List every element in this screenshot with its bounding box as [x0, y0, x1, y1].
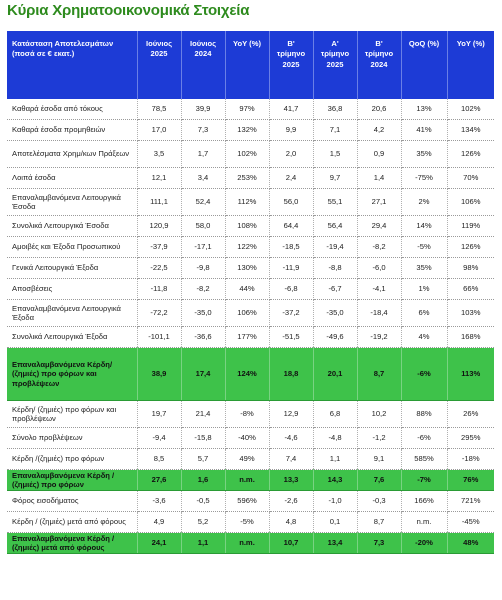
table-cell: 26% — [447, 401, 494, 428]
header-cell: Κατάσταση Αποτελεσμάτων (ποσά σε € εκατ.) — [7, 31, 137, 99]
table-cell: -17,1 — [181, 237, 225, 258]
table-cell: 120,9 — [137, 216, 181, 237]
page-title: Κύρια Χρηματοοικονομικά Στοιχεία — [7, 2, 250, 19]
table-row — [7, 258, 494, 279]
table-cell: -19,4 — [313, 237, 357, 258]
table-cell: 122% — [225, 237, 269, 258]
header-cell: YoY (%) — [447, 31, 494, 99]
table-cell: 41,7 — [269, 99, 313, 120]
table-cell: 113% — [447, 348, 494, 401]
table-cell: -35,0 — [181, 300, 225, 327]
table-cell: -11,9 — [269, 258, 313, 279]
table-cell: 124% — [225, 348, 269, 401]
table-cell: -72,2 — [137, 300, 181, 327]
table-cell: 1% — [401, 279, 447, 300]
table-cell: -3,6 — [137, 491, 181, 512]
table-cell: 27,6 — [137, 470, 181, 491]
header-cell: Β' τρίμηνο 2025 — [269, 31, 313, 99]
table-cell: -19,2 — [357, 327, 401, 348]
table-cell: 27,1 — [357, 189, 401, 216]
table-cell: 24,1 — [137, 533, 181, 554]
table-cell: 4,8 — [269, 512, 313, 533]
table-row — [7, 141, 494, 168]
header-cell: QoQ (%) — [401, 31, 447, 99]
table-cell: 44% — [225, 279, 269, 300]
table-cell: 1,1 — [181, 533, 225, 554]
table-cell: 8,7 — [357, 348, 401, 401]
table-cell: 9,1 — [357, 449, 401, 470]
row-label: Κέρδη / (ζημιές) μετά από φόρους — [7, 512, 137, 533]
table-cell: -6% — [401, 348, 447, 401]
table-cell: -9,8 — [181, 258, 225, 279]
table-cell: 108% — [225, 216, 269, 237]
table-row — [7, 470, 494, 491]
table-cell: 66% — [447, 279, 494, 300]
table-cell: 13,4 — [313, 533, 357, 554]
table-cell: 56,4 — [313, 216, 357, 237]
row-label: Επαναλαμβανόμενα Λειτουργικά Έσοδα — [7, 189, 137, 216]
row-label: Συνολικά Λειτουργικά Έσοδα — [7, 216, 137, 237]
table-row — [7, 449, 494, 470]
table-cell: -45% — [447, 512, 494, 533]
table-cell: 10,7 — [269, 533, 313, 554]
table-cell: 36,8 — [313, 99, 357, 120]
table-cell: 130% — [225, 258, 269, 279]
row-label: Επαναλαμβανόμενα Κέρδη/ (ζημιές) προ φόρων και προβλέψεων — [7, 348, 137, 401]
table-cell: 56,0 — [269, 189, 313, 216]
table-cell: 7,3 — [357, 533, 401, 554]
table-cell: 13% — [401, 99, 447, 120]
table-cell: -5% — [225, 512, 269, 533]
table-cell: -8% — [225, 401, 269, 428]
table-cell: 1,4 — [357, 168, 401, 189]
header-cell: Β' τρίμηνο 2024 — [357, 31, 401, 99]
table-cell: 5,2 — [181, 512, 225, 533]
header-cell: Α' τρίμηνο 2025 — [313, 31, 357, 99]
table-cell: 8,5 — [137, 449, 181, 470]
table-cell: -36,6 — [181, 327, 225, 348]
table-cell: 7,3 — [181, 120, 225, 141]
table-header-row — [7, 31, 494, 99]
table-cell: 102% — [225, 141, 269, 168]
table-cell: -1,2 — [357, 428, 401, 449]
table-cell: 126% — [447, 141, 494, 168]
table-cell: 0,9 — [357, 141, 401, 168]
table-row — [7, 512, 494, 533]
table-cell: 1,7 — [181, 141, 225, 168]
table-cell: 132% — [225, 120, 269, 141]
table-cell: n.m. — [225, 470, 269, 491]
table-cell: n.m. — [401, 512, 447, 533]
table-cell: 78,5 — [137, 99, 181, 120]
table-cell: 49% — [225, 449, 269, 470]
table-cell: -11,8 — [137, 279, 181, 300]
table-cell: 14% — [401, 216, 447, 237]
row-label: Συνολικά Λειτουργικά Έξοδα — [7, 327, 137, 348]
table-cell: 29,4 — [357, 216, 401, 237]
table-row — [7, 327, 494, 348]
table-cell: 2,0 — [269, 141, 313, 168]
row-label: Επαναλαμβανόμενα Κέρδη / (ζημιές) προ φόρων — [7, 470, 137, 491]
header-cell: Ιούνιος 2025 — [137, 31, 181, 99]
table-cell: 12,9 — [269, 401, 313, 428]
table-cell: -35,0 — [313, 300, 357, 327]
row-label: Αμοιβές και Έξοδα Προσωπικού — [7, 237, 137, 258]
table-cell: 17,0 — [137, 120, 181, 141]
table-cell: 168% — [447, 327, 494, 348]
table-cell: 20,6 — [357, 99, 401, 120]
header-cell: Ιούνιος 2024 — [181, 31, 225, 99]
header-cell: YoY (%) — [225, 31, 269, 99]
table-cell: -8,8 — [313, 258, 357, 279]
table-cell: 97% — [225, 99, 269, 120]
table-cell: -5% — [401, 237, 447, 258]
table-cell: -8,2 — [357, 237, 401, 258]
row-label: Φόρος εισοδήματος — [7, 491, 137, 512]
table-row — [7, 99, 494, 120]
table-cell: 585% — [401, 449, 447, 470]
table-cell: -2,6 — [269, 491, 313, 512]
table-cell: 35% — [401, 258, 447, 279]
table-cell: 126% — [447, 237, 494, 258]
table-cell: 4,2 — [357, 120, 401, 141]
table-cell: 1,1 — [313, 449, 357, 470]
table-cell: 7,4 — [269, 449, 313, 470]
table-cell: -8,2 — [181, 279, 225, 300]
table-cell: 3,5 — [137, 141, 181, 168]
table-cell: 1,5 — [313, 141, 357, 168]
table-cell: -18,5 — [269, 237, 313, 258]
table-cell: -6,7 — [313, 279, 357, 300]
row-label: Επαναλαμβανόμενα Λειτουργικά Έξοδα — [7, 300, 137, 327]
table-cell: 177% — [225, 327, 269, 348]
table-cell: 64,4 — [269, 216, 313, 237]
table-cell: 18,8 — [269, 348, 313, 401]
table-row — [7, 120, 494, 141]
table-cell: 2% — [401, 189, 447, 216]
table-cell: 166% — [401, 491, 447, 512]
table-cell: 10,2 — [357, 401, 401, 428]
table-cell: 12,1 — [137, 168, 181, 189]
table-cell: -9,4 — [137, 428, 181, 449]
table-row — [7, 401, 494, 428]
table-cell: -4,8 — [313, 428, 357, 449]
table-cell: -49,6 — [313, 327, 357, 348]
row-label: Καθαρά έσοδα από τόκους — [7, 99, 137, 120]
table-cell: -0,5 — [181, 491, 225, 512]
table-cell: 596% — [225, 491, 269, 512]
table-cell: 1,6 — [181, 470, 225, 491]
table-row — [7, 216, 494, 237]
table-cell: -37,9 — [137, 237, 181, 258]
table-cell: 13,3 — [269, 470, 313, 491]
table-cell: -4,1 — [357, 279, 401, 300]
table-cell: -75% — [401, 168, 447, 189]
table-row — [7, 348, 494, 401]
table-cell: -51,5 — [269, 327, 313, 348]
table-cell: 112% — [225, 189, 269, 216]
table-cell: 4% — [401, 327, 447, 348]
table-row — [7, 237, 494, 258]
table-cell: n.m. — [225, 533, 269, 554]
table-cell: 7,6 — [357, 470, 401, 491]
table-cell: 253% — [225, 168, 269, 189]
table-cell: 9,7 — [313, 168, 357, 189]
table-cell: 102% — [447, 99, 494, 120]
row-label: Επαναλαμβανόμενα Κέρδη / (ζημιές) μετά από φόρους — [7, 533, 137, 554]
table-cell: 58,0 — [181, 216, 225, 237]
table-cell: 98% — [447, 258, 494, 279]
table-cell: 70% — [447, 168, 494, 189]
table-cell: -18% — [447, 449, 494, 470]
table-cell: 14,3 — [313, 470, 357, 491]
table-cell: 6,8 — [313, 401, 357, 428]
table-cell: 721% — [447, 491, 494, 512]
row-label: Κέρδη/ (ζημιές) προ φόρων και προβλέψεων — [7, 401, 137, 428]
table-cell: 8,7 — [357, 512, 401, 533]
table-cell: 39,9 — [181, 99, 225, 120]
row-label: Αποσβέσεις — [7, 279, 137, 300]
table-cell: 4,9 — [137, 512, 181, 533]
table-cell: 103% — [447, 300, 494, 327]
table-cell: -15,8 — [181, 428, 225, 449]
table-cell: -22,5 — [137, 258, 181, 279]
table-cell: 20,1 — [313, 348, 357, 401]
table-row — [7, 300, 494, 327]
row-label: Αποτελέσματα Χρημ/κων Πράξεων — [7, 141, 137, 168]
table-cell: 3,4 — [181, 168, 225, 189]
table-cell: 106% — [447, 189, 494, 216]
table-row — [7, 279, 494, 300]
row-label: Σύνολο προβλέψεων — [7, 428, 137, 449]
row-label: Καθαρά έσοδα προμηθειών — [7, 120, 137, 141]
table-row — [7, 189, 494, 216]
table-cell: 6% — [401, 300, 447, 327]
table-cell: -0,3 — [357, 491, 401, 512]
row-label: Κέρδη /(ζημιές) προ φόρων — [7, 449, 137, 470]
table-cell: -37,2 — [269, 300, 313, 327]
table-cell: 295% — [447, 428, 494, 449]
table-cell: 5,7 — [181, 449, 225, 470]
table-cell: 35% — [401, 141, 447, 168]
table-cell: 88% — [401, 401, 447, 428]
row-label: Γενικά Λειτουργικά Έξοδα — [7, 258, 137, 279]
table-cell: -6,8 — [269, 279, 313, 300]
table-cell: -6% — [401, 428, 447, 449]
table-cell: 38,9 — [137, 348, 181, 401]
table-cell: 55,1 — [313, 189, 357, 216]
table-cell: 21,4 — [181, 401, 225, 428]
table-row — [7, 533, 494, 554]
table-cell: 106% — [225, 300, 269, 327]
table-row — [7, 428, 494, 449]
table-cell: 48% — [447, 533, 494, 554]
table-row — [7, 168, 494, 189]
table-cell: -1,0 — [313, 491, 357, 512]
table-cell: 7,1 — [313, 120, 357, 141]
table-cell: -18,4 — [357, 300, 401, 327]
table-cell: 76% — [447, 470, 494, 491]
table-cell: -20% — [401, 533, 447, 554]
table-cell: -101,1 — [137, 327, 181, 348]
table-cell: -6,0 — [357, 258, 401, 279]
table-cell: 0,1 — [313, 512, 357, 533]
row-label: Λοιπά έσοδα — [7, 168, 137, 189]
table-row — [7, 491, 494, 512]
financial-table — [7, 31, 494, 554]
table-cell: 17,4 — [181, 348, 225, 401]
table-cell: 111,1 — [137, 189, 181, 216]
table-cell: 134% — [447, 120, 494, 141]
table-cell: 19,7 — [137, 401, 181, 428]
table-cell: -4,6 — [269, 428, 313, 449]
table-cell: 41% — [401, 120, 447, 141]
table-cell: 9,9 — [269, 120, 313, 141]
table-cell: 2,4 — [269, 168, 313, 189]
table-cell: 119% — [447, 216, 494, 237]
table-cell: -7% — [401, 470, 447, 491]
table-cell: 52,4 — [181, 189, 225, 216]
table-cell: -40% — [225, 428, 269, 449]
